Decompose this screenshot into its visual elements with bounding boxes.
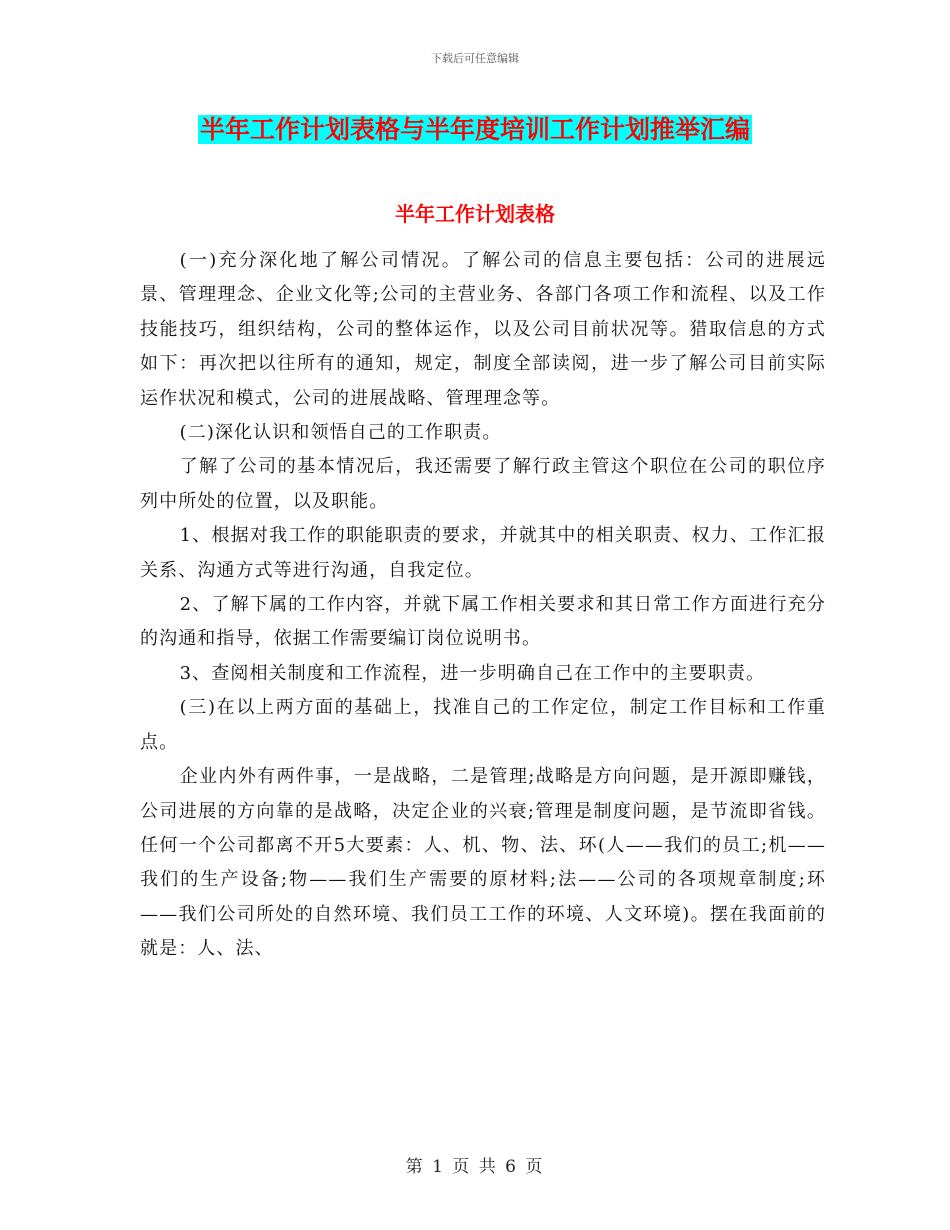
header-note: 下载后可任意编辑 bbox=[431, 52, 519, 65]
paragraph-3: 了解了公司的基本情况后，我还需要了解行政主管这个职位在公司的职位序列中所处的位置，以及职能。 bbox=[140, 456, 826, 512]
document-title-text: 半年工作计划表格与半年度培训工作计划推举汇编 bbox=[199, 115, 750, 144]
paragraph-7: (三)在以上两方面的基础上，找准自己的工作定位，制定工作目标和工作重点。 bbox=[140, 697, 826, 753]
paragraph-2: (二)深化认识和领悟自己的工作职责。 bbox=[179, 422, 502, 444]
paragraph-6: 3、查阅相关制度和工作流程，进一步明确自己在工作中的主要职责。 bbox=[179, 662, 766, 684]
paragraph-1: (一)充分深化地了解公司情况。了解公司的信息主要包括：公司的进展远景、管理理念、企业文化等;公司的主营业务、各部门各项工作和流程、以及工作技能技巧，组织结构，公司的整体运作，以及公司目前状况等。猎取信息的方式如下：再次把以往所有的通知，规定，制度全部读阅，进一步了解公司目前实际运作状况和模式，公司的进展战略、管理理念等。 bbox=[140, 250, 826, 409]
paragraph-8: 企业内外有两件事，一是战略，二是管理;战略是方向问题，是开源即赚钱，公司进展的方向靠的是战略，决定企业的兴衰;管理是制度问题，是节流即省钱。任何一个公司都离不开5大要素：人、机、物、法、环(人——我们的员工;机——我们的生产设备;物——我们生产需要的原材料;法——公司的各项规章制度;环——我们公司所处的自然环境、我们员工工作的环境、人文环境)。摆在我面前的就是：人、法、 bbox=[140, 766, 826, 960]
section-title: 半年工作计划表格 bbox=[395, 202, 555, 226]
document-body bbox=[140, 244, 826, 967]
paragraph-4: 1、根据对我工作的职能职责的要求，并就其中的相关职责、权力、工作汇报关系、沟通方式等进行沟通，自我定位。 bbox=[140, 525, 826, 581]
page-footer: 第 1 页 共 6 页 bbox=[405, 1157, 545, 1177]
paragraph-5: 2、了解下属的工作内容，并就下属工作相关要求和其日常工作方面进行充分的沟通和指导，依据工作需要编订岗位说明书。 bbox=[140, 594, 826, 650]
document-title bbox=[0, 112, 950, 148]
